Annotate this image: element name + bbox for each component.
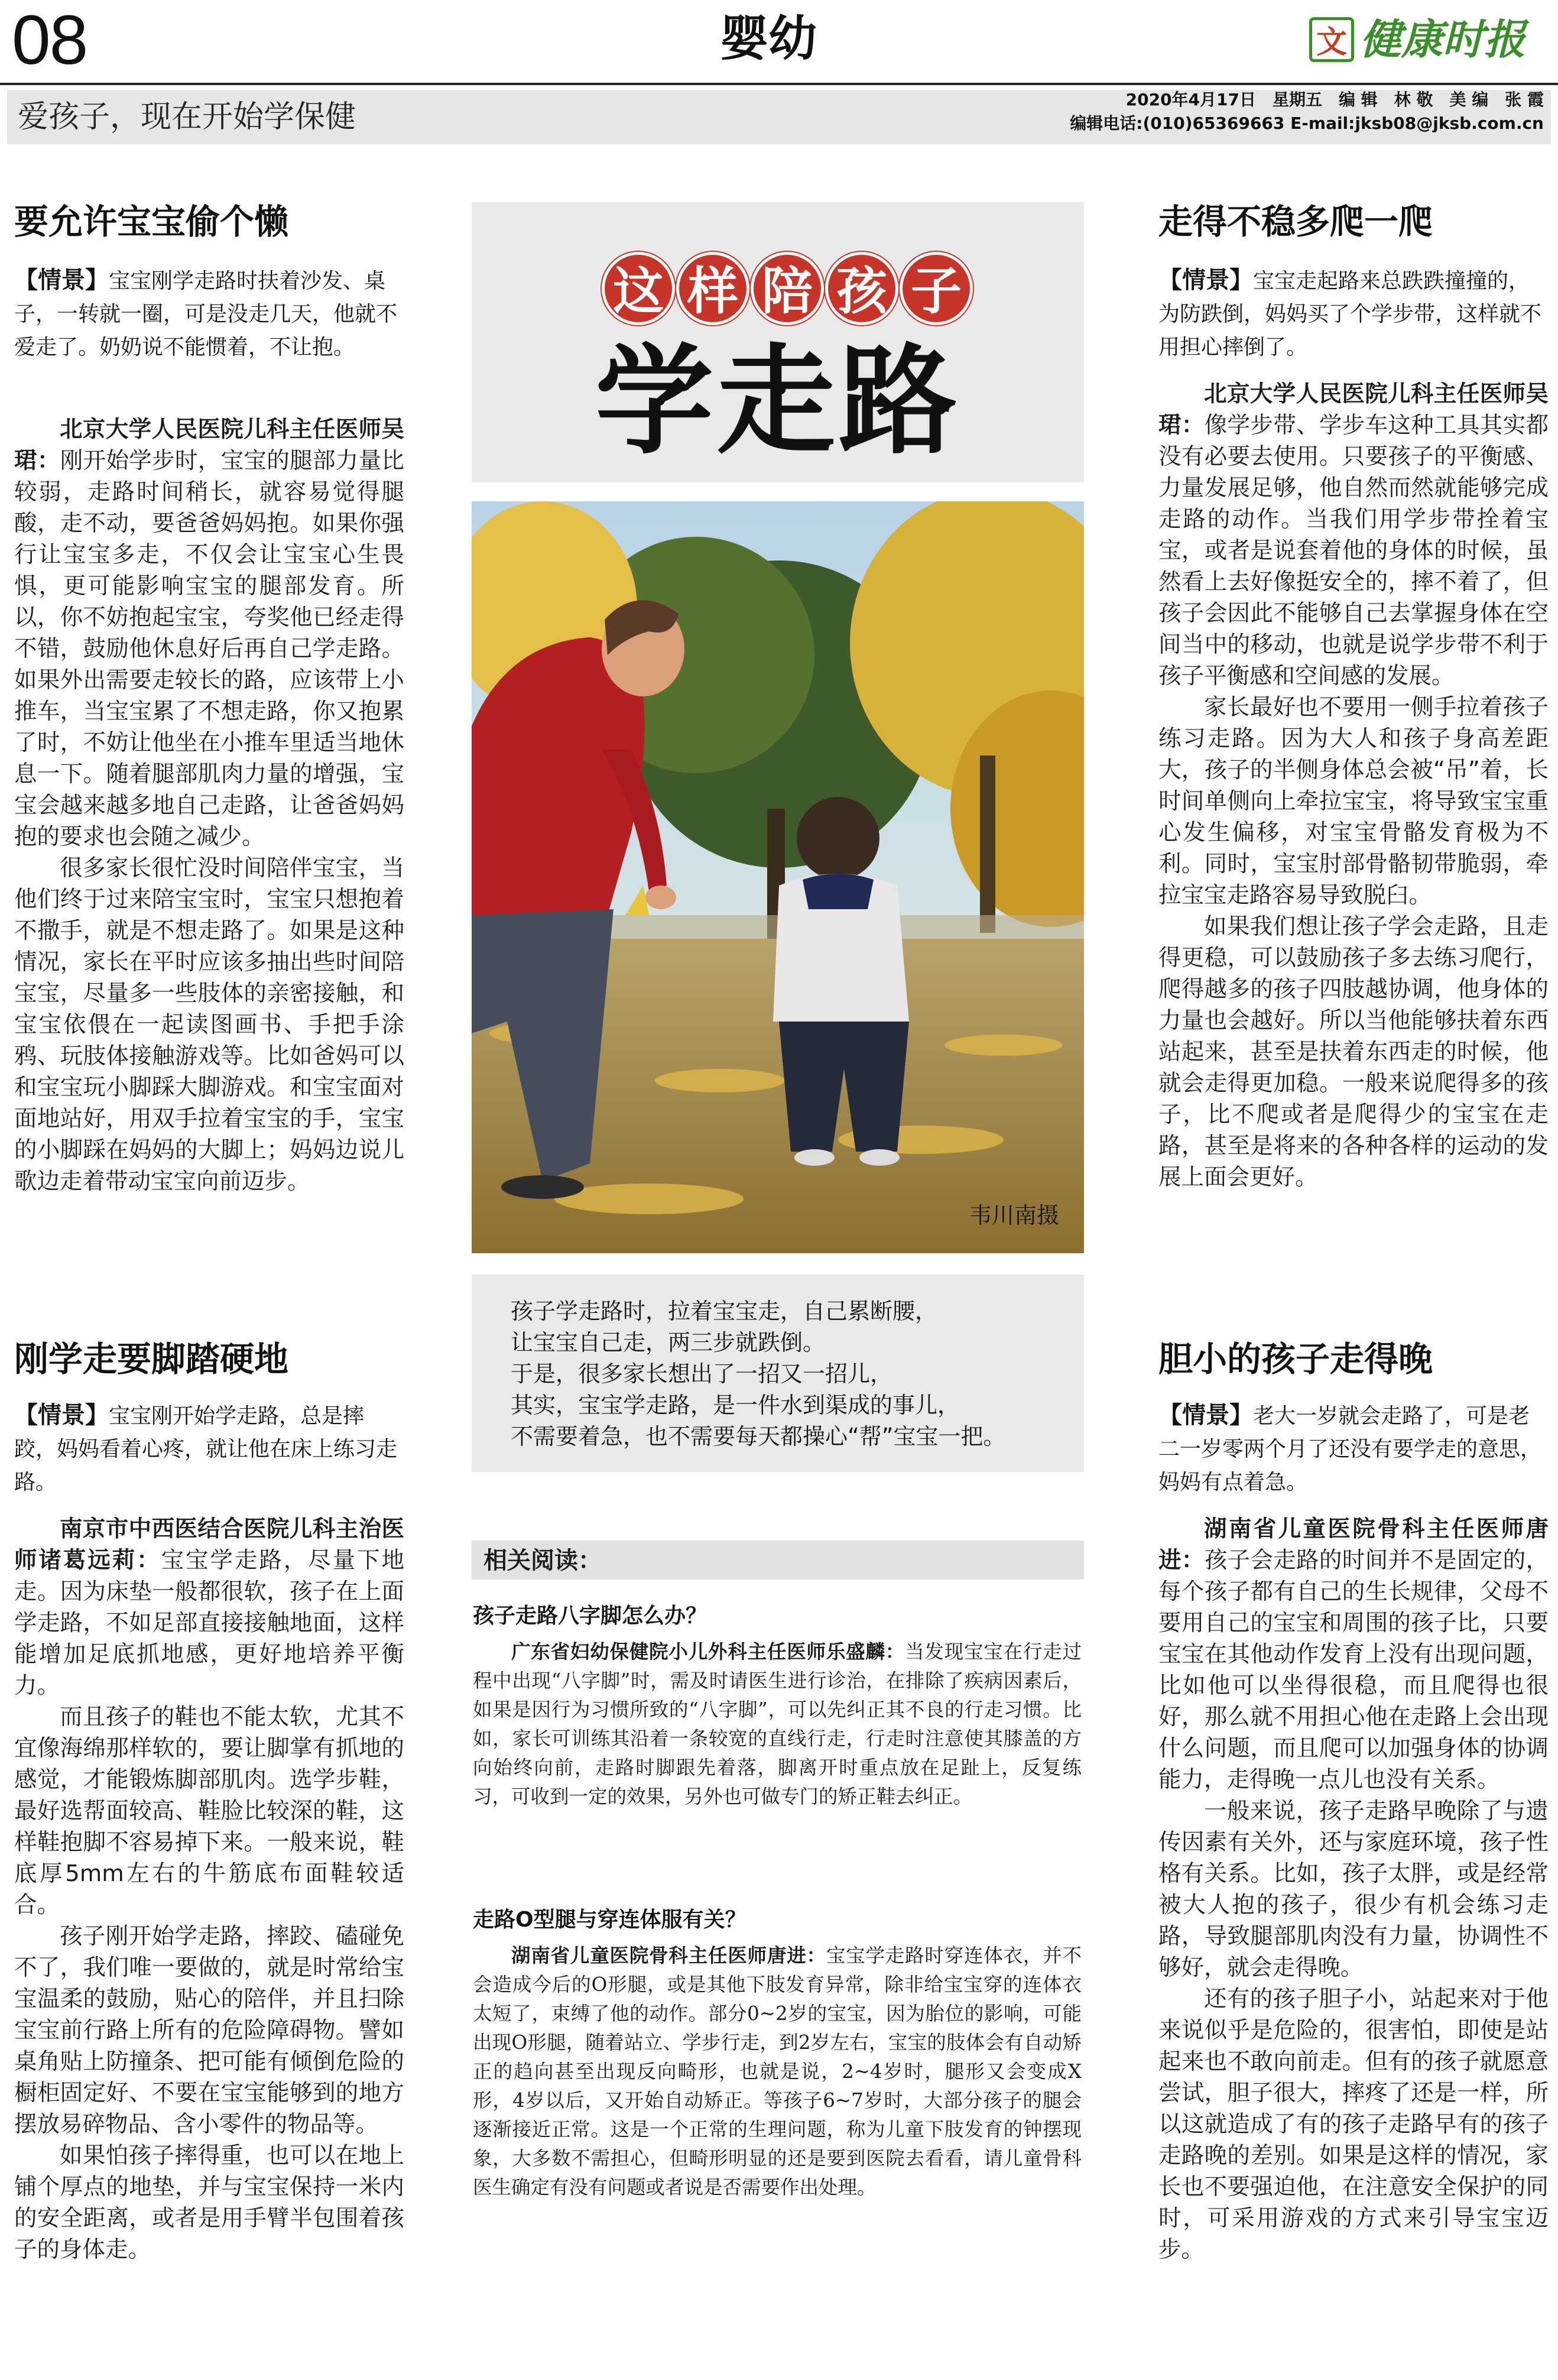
kicker-char: 样 (676, 252, 749, 325)
qa-answer (473, 1941, 1082, 2202)
section-title: 婴幼 (720, 11, 817, 67)
scene-text: 宝宝刚学走路时扶着沙发、桌子，一转就一圈，可是没走几天，他就不爱走了。奶奶说不能惯着，不让抱。 (14, 269, 398, 359)
page-number: 08 (12, 1, 87, 79)
qa-answer (473, 1638, 1082, 1811)
expert-name: 湖南省儿童医院骨科主任医师唐进： (1158, 1516, 1549, 1574)
feature-photo (472, 501, 1084, 1253)
article-body (1158, 1513, 1549, 2265)
article-body (14, 414, 404, 1197)
lead-text (511, 1296, 1072, 1452)
scene-tag: 【情景】 (1158, 267, 1253, 294)
logo-text: 健康时报 (1360, 15, 1525, 64)
expert-name: 湖南省儿童医院骨科主任医师唐进： (511, 1944, 826, 1967)
kicker-char: 这 (602, 252, 675, 325)
expert-name: 广东省妇幼保健院小儿外科主任医师乐盛麟： (511, 1640, 905, 1663)
qa-title: 孩子走路八字脚怎么办？ (473, 1604, 707, 1628)
photo-illustration (472, 501, 1084, 1253)
paragraph: 当发现宝宝在行走过程中出现“八字脚”时，需及时请医生进行诊治，在排除了疾病因素后，如果是因行为习惯所致的“八字脚”，可以先纠正其不良的行走习惯。比如，家长可训练其沿着一条较宽的直线行走，行走时注意使其膝盖的方向始终向前，走路时脚跟先着落，脚离开时重点放在足趾上，反复练习，可收到一定的效果，另外也可做专门的矫正鞋去纠正。 (473, 1640, 1082, 1808)
expert-name: 北京大学人民医院儿科主任医师吴珺： (1158, 381, 1549, 439)
scene-box (1158, 1399, 1549, 1499)
article-body (1158, 378, 1549, 1193)
article-title: 刚学走要脚踏硬地 (14, 1339, 289, 1379)
paragraph: 宝宝学走路时穿连体衣，并不会造成今后的O形腿，或是其他下肢发育异常，除非给宝宝穿的连体衣太短了，束缚了他的动作。部分0~2岁的宝宝，因为胎位的影响，可能出现O形腿，随着站立、学步行走，到2岁左右，宝宝的肢体会有自动矫正的趋向甚至出现反向畸形，也就是说，2~4岁时，腿形又会变成X形，4岁以后，又开始自动矫正。等孩子6~7岁时，大部分孩子的腿会逐渐接近正常。这是一个正常的生理问题，称为儿童下肢发育的钟摆现象，大多数不需担心，但畸形明显的还是要到医院去看看，请儿童骨科医生确定有没有问题或者说是否需要作出处理。 (473, 1944, 1082, 2199)
section-slogan: 爱孩子，现在开始学保健 (18, 99, 356, 135)
expert-name: 北京大学人民医院儿科主任医师吴珺： (14, 416, 404, 474)
scene-tag: 【情景】 (14, 267, 109, 294)
paragraph: 像学步带、学步车这种工具其实都没有必要去使用。只要孩子的平衡感、力量发展足够，他自然而然就能够完成走路的动作。当我们用学步带拴着宝宝，或者是说套着他的身体的时候，虽然看上去好像挺安全的，摔不着了，但孩子会因此不能够自己去掌握身体在空间当中的移动，也就是说学步带不利于孩子平衡感和空间感的发展。 (1158, 412, 1549, 689)
article-title: 胆小的孩子走得晚 (1158, 1339, 1433, 1379)
scene-box (14, 264, 404, 364)
paragraph: 孩子刚开始学走路，摔跤、磕碰免不了，我们唯一要做的，就是时常给宝宝温柔的鼓励，贴心的陪伴，并且扫除宝宝前行路上所有的危险障碍物。譬如桌角贴上防撞条、把可能有倾倒危险的橱柜固定好、不要在宝宝能够到的地方摆放易碎物品、含小零件的物品等。 (14, 1923, 404, 2138)
paragraph: 家长最好也不要用一侧手拉着孩子练习走路。因为大人和孩子身高差距大，孩子的半侧身体总会被“吊”着，长时间单侧向上牵拉宝宝，将导致宝宝重心发生偏移，对宝宝骨骼发育极为不利。同时，宝宝肘部骨骼韧带脆弱，牵拉宝宝走路容易导致脱臼。 (1158, 694, 1549, 909)
expert-name: 南京市中西医结合医院儿科主治医师诸葛远莉： (14, 1516, 404, 1574)
photo-credit: 韦川南摄 (969, 1202, 1060, 1228)
scene-tag: 【情景】 (1158, 1402, 1253, 1429)
paragraph: 还有的孩子胆子小，站起来对于他来说似乎是危险的，很害怕，即使是站起来也不敢向前走。但有的孩子就愿意尝试，胆子很大，摔疼了还是一样，所以这就造成了有的孩子走路早有的孩子走路晚的差别。如果是这样的情况，家长也不要强迫他，在注意安全保护的同时，可采用游戏的方式来引导宝宝迈步。 (1158, 1986, 1549, 2263)
scene-text: 宝宝走起路来总跌跌撞撞的，为防跌倒，妈妈买了个学步带，这样就不用担心摔倒了。 (1158, 269, 1542, 359)
kicker-char: 孩 (825, 252, 898, 325)
qa-title: 走路O型腿与穿连体服有关？ (473, 1908, 746, 1932)
scene-box (1158, 264, 1549, 364)
lead-line: 其实，宝宝学走路，是一件水到渠成的事儿， (511, 1392, 960, 1418)
scene-tag: 【情景】 (14, 1402, 109, 1429)
scene-text: 宝宝刚开始学走路，总是摔跤，妈妈看着心疼，就让他在床上练习走路。 (14, 1404, 398, 1494)
lead-line: 让宝宝自己走，两三步就跌倒。 (511, 1330, 826, 1356)
paragraph: 一般来说，孩子走路早晚除了与遗传因素有关外，还与家庭环境，孩子性格有关系。比如，孩子太胖，或是经常被大人抱的孩子，很少有机会练习走路，导致腿部肌肉没有力量，协调性不够好，就会走得晚。 (1158, 1798, 1549, 1981)
paragraph: 刚开始学步时，宝宝的腿部力量比较弱，走路时间稍长，就容易觉得腿酸，走不动，要爸爸妈妈抱。如果你强行让宝宝多走，不仅会让宝宝心生畏惧，更可能影响宝宝的腿部发育。所以，你不妨抱起宝宝，夸奖他已经走得不错，鼓励他休息好后再自己学走路。如果外出需要走较长的路，应该带上小推车，当宝宝累了不想走路，你又抱累了时，不妨让他坐在小推车里适当地休息一下。随着腿部肌肉力量的增强，宝宝会越来越多地自己走路，让爸爸妈妈抱的要求也会随之减少。 (14, 448, 404, 850)
paragraph: 而且孩子的鞋也不能太软，尤其不宜像海绵那样软的，要让脚掌有抓地的感觉，才能锻炼脚部肌肉。选学步鞋，最好选帮面较高、鞋脸比较深的鞋，这样鞋抱脚不容易掉下来。一般来说，鞋底厚5mm左右的牛筋底布面鞋较适合。 (14, 1704, 404, 1918)
paragraph: 很多家长很忙没时间陪伴宝宝，当他们终于过来陪宝宝时，宝宝只想抱着不撒手，就是不想走路了。如果是这种情况，家长在平时应该多抽出些时间陪宝宝，尽量多一些肢体的亲密接触，和宝宝依偎在一起读图画书、手把手涂鸦、玩肢体接触游戏等。比如爸妈可以和宝宝玩小脚踩大脚游戏。和宝宝面对面地站好，用双手拉着宝宝的手，宝宝的小脚踩在妈妈的大脚上；妈妈边说儿歌边走着带动宝宝向前迈步。 (14, 855, 404, 1195)
article-title: 要允许宝宝偷个懒 (14, 202, 289, 242)
paragraph: 如果我们想让孩子学会走路，且走得更稳，可以鼓励孩子多去练习爬行，爬得越多的孩子四肢越协调，他身体的力量也会越好。所以当他能够扶着东西站起来，甚至是扶着东西走的时候，他就会走得更加稳。一般来说爬得多的孩子，比不爬或者是爬得少的宝宝在走路，甚至是将来的各种各样的运动的发展上面会更好。 (1158, 913, 1549, 1191)
article-title: 走得不稳多爬一爬 (1158, 202, 1433, 242)
lead-line: 孩子学走路时，拉着宝宝走，自己累断腰， (511, 1298, 938, 1324)
lead-line: 不需要着急，也不需要每天都操心“帮”宝宝一把。 (511, 1424, 1006, 1450)
header-rule (0, 83, 1558, 85)
date-editor-line: 2020年4月17日 星期五 编 辑 林 敬 美 编 张 霞 (1125, 90, 1544, 109)
paragraph: 孩子会走路的时间并不是固定的，每个孩子都有自己的生长规律，父母不要用自己的宝宝和周围的孩子比，只要宝宝在其他动作发育上没有出现问题，比如他可以坐得很稳，而且爬得也很好，那么就不用担心他在走路上会出现什么问题，而且爬可以加强身体的协调能力，走得晚一点儿也没有关系。 (1158, 1547, 1549, 1793)
scene-text: 老大一岁就会走路了，可是老二一岁零两个月了还没有要学走的意思，妈妈有点着急。 (1158, 1404, 1542, 1494)
kicker-char: 陪 (751, 252, 824, 325)
logo-mark-icon: 文 (1309, 17, 1354, 62)
article-body (14, 1513, 404, 2265)
kicker-title (602, 252, 973, 325)
newspaper-logo (1309, 13, 1525, 66)
main-title: 学走路 (595, 333, 960, 471)
related-label: 相关阅读： (483, 1547, 602, 1574)
contact-line: 编辑电话:(010)65369663 E-mail:jksb08@jksb.com.cn (1070, 114, 1544, 133)
lead-line: 于是，很多家长想出了一招又一招儿， (511, 1361, 893, 1387)
paragraph: 宝宝学走路，尽量下地走。因为床垫一般都很软，孩子在上面学走路，不如足部直接接触地面，这样能增加足底抓地感，更好地培养平衡力。 (14, 1547, 404, 1699)
kicker-char: 子 (900, 252, 973, 325)
paragraph: 如果怕孩子摔得重，也可以在地上铺个厚点的地垫，并与宝宝保持一米内的安全距离，或者是用手臂半包围着孩子的身体走。 (14, 2142, 404, 2263)
scene-box (14, 1399, 404, 1499)
